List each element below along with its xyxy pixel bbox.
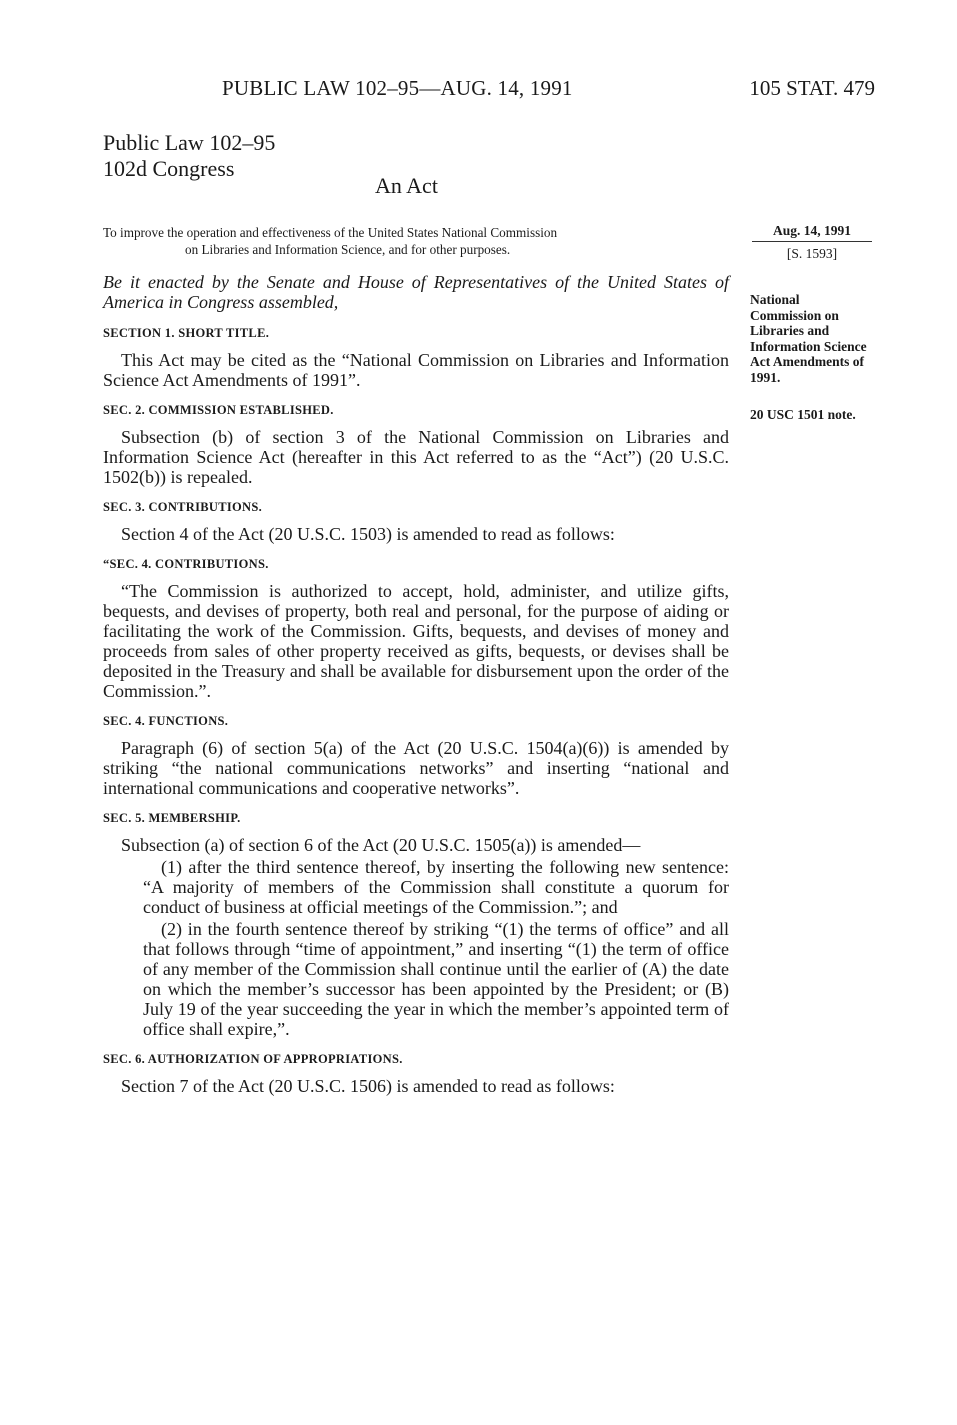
purpose-clause bbox=[103, 224, 733, 258]
congress-number: 102d Congress bbox=[103, 156, 235, 181]
section-4-heading: SEC. 4. FUNCTIONS. bbox=[103, 714, 229, 728]
section-6-heading: SEC. 6. AUTHORIZATION OF APPROPRIATIONS. bbox=[103, 1052, 403, 1066]
act-body bbox=[103, 272, 729, 1096]
section-4-text: Paragraph (6) of section 5(a) of the Act (20 U.S.C. 1504(a)(6)) is amended by striking “the national communications networks” and inserting “national and international communications and cooperative networks”. bbox=[103, 738, 729, 798]
section-3-heading: SEC. 3. CONTRIBUTIONS. bbox=[103, 500, 263, 514]
section-5-item-2: (2) in the fourth sentence thereof by striking “(1) the terms of office” and all that follows through “time of appointment,” and inserting “(1) the term of office of any member of the Commission shall continue until the earlier of (A) the date on which the member’s successor has been appointed by the President; or (B) July 19 of the year succeeding the year in which the member’s appointed term of office shall expire,”. bbox=[143, 919, 729, 1039]
purpose-line-1: To improve the operation and effectiveness of the United States National Commission bbox=[103, 225, 558, 240]
enactment-date-box bbox=[752, 222, 872, 262]
section-2-heading: SEC. 2. COMMISSION ESTABLISHED. bbox=[103, 403, 334, 417]
running-head: PUBLIC LAW 102–95—AUG. 14, 1991 bbox=[222, 76, 573, 100]
section-3-quoted-heading: “SEC. 4. CONTRIBUTIONS. bbox=[103, 557, 269, 571]
statute-page-number: 105 STAT. 479 bbox=[749, 76, 875, 100]
purpose-line-2: on Libraries and Information Science, and for other purposes. bbox=[185, 242, 511, 257]
section-3-text: Section 4 of the Act (20 U.S.C. 1503) is amended to read as follows: bbox=[121, 524, 615, 544]
section-3-quoted-text: “The Commission is authorized to accept, hold, administer, and utilize gifts, bequests, and devises of property, both real and personal, for the purpose of aiding or facilitating the work of the Commission. Gifts, bequests, and devises of money and proceeds from sales of other property received as gifts, bequests, or devises shall be deposited in the Treasury and shall be available for disbursement upon the order of the Commission.”. bbox=[103, 581, 729, 701]
section-5-item-1: (1) after the third sentence thereof, by inserting the following new sentence: “A majority of members of the Commission shall constitute a quorum for conduct of business at official meetings of the Commission.”; and bbox=[143, 857, 729, 917]
public-law-number: Public Law 102–95 bbox=[103, 130, 276, 155]
bill-number: [S. 1593] bbox=[786, 246, 838, 261]
enacting-clause: Be it enacted by the Senate and House of Representatives of the United States of America in Congress assembled, bbox=[103, 272, 729, 312]
margin-note-usc: 20 USC 1501 note. bbox=[750, 407, 856, 422]
section-5-heading: SEC. 5. MEMBERSHIP. bbox=[103, 811, 241, 825]
act-title: An Act bbox=[375, 173, 438, 198]
law-identifier bbox=[103, 130, 275, 182]
section-5-text: Subsection (a) of section 6 of the Act (20 U.S.C. 1505(a)) is amended— bbox=[121, 835, 641, 855]
margin-note-short-title: National Commission on Libraries and Information Science Act Amendments of 1991. bbox=[750, 292, 867, 385]
section-6-text: Section 7 of the Act (20 U.S.C. 1506) is amended to read as follows: bbox=[121, 1076, 615, 1096]
section-1-text: This Act may be cited as the “National Commission on Libraries and Information Science Act Amendments of 1991”. bbox=[103, 350, 729, 390]
section-1-heading: SECTION 1. SHORT TITLE. bbox=[103, 326, 270, 340]
enactment-date: Aug. 14, 1991 bbox=[752, 222, 872, 242]
section-2-text: Subsection (b) of section 3 of the National Commission on Libraries and Information Science Act (hereafter in this Act referred to as the “Act”) (20 U.S.C. 1502(b)) is repealed. bbox=[103, 427, 729, 487]
